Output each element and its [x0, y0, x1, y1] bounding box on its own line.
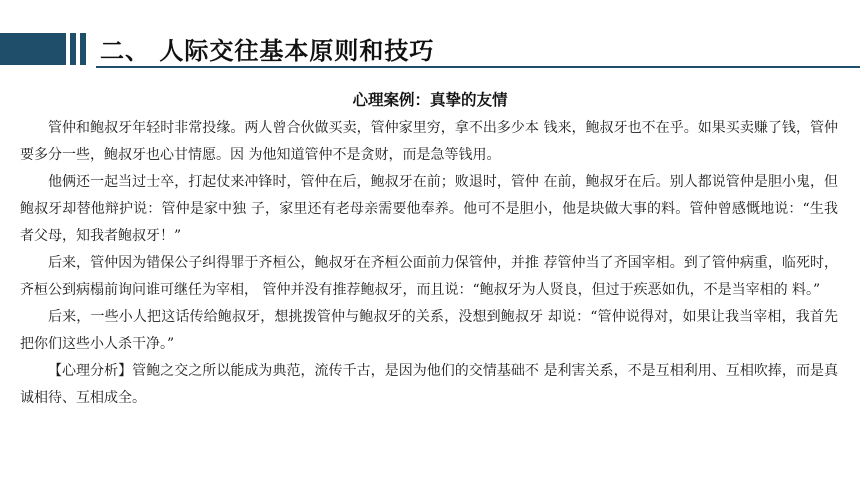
paragraph: 他俩还一起当过士卒，打起仗来冲锋时，管仲在后，鲍叔牙在前；败退时，管仲 在前，鲍叔牙在后。别人都说管仲是胆小鬼，但鲍叔牙却替他辩护说：管仲是家中独 子，家里还有老母亲需要他奉养。他可不是胆小，他是块做大事的料。管仲曾感慨地说：“生我者父母，知我者鲍叔牙！” [20, 174, 838, 244]
header-accent-bar [0, 33, 66, 65]
section-title: 二、 人际交往基本原则和技巧 [100, 37, 435, 65]
case-body [20, 115, 838, 412]
header-divider [96, 66, 860, 68]
header-accent-stripe [80, 33, 86, 65]
paragraph: 后来，管仲因为错保公子纠得罪于齐桓公，鲍叔牙在齐桓公面前力保管仲，并推 荐管仲当了齐国宰相。到了管仲病重，临死时，齐桓公到病榻前询问谁可继任为宰相， 管仲并没有推荐鲍叔牙，而且说：“鲍叔牙为人贤良，但过于疾恶如仇，不是当宰相的 料。” [20, 255, 838, 298]
section-header [0, 29, 860, 67]
paragraph: 后来，一些小人把这话传给鲍叔牙，想挑拨管仲与鲍叔牙的关系，没想到鲍叔牙 却说：“管仲说得对，如果让我当宰相，我首先把你们这些小人杀干净。” [20, 309, 838, 352]
paragraph: 【心理分析】管鲍之交之所以能成为典范，流传千古，是因为他们的交情基础不 是利害关系，不是互相利用、互相吹捧，而是真诚相待、互相成全。 [20, 363, 838, 406]
case-title: 心理案例：真挚的友情 [352, 90, 508, 109]
header-accent-stripe [70, 33, 76, 65]
paragraph: 管仲和鲍叔牙年轻时非常投缘。两人曾合伙做买卖，管仲家里穷，拿不出多少本 钱来，鲍叔牙也不在乎。如果买卖赚了钱，管仲要多分一些，鲍叔牙也心甘情愿。因 为他知道管仲不是贪财，而是急等钱用。 [20, 120, 838, 163]
